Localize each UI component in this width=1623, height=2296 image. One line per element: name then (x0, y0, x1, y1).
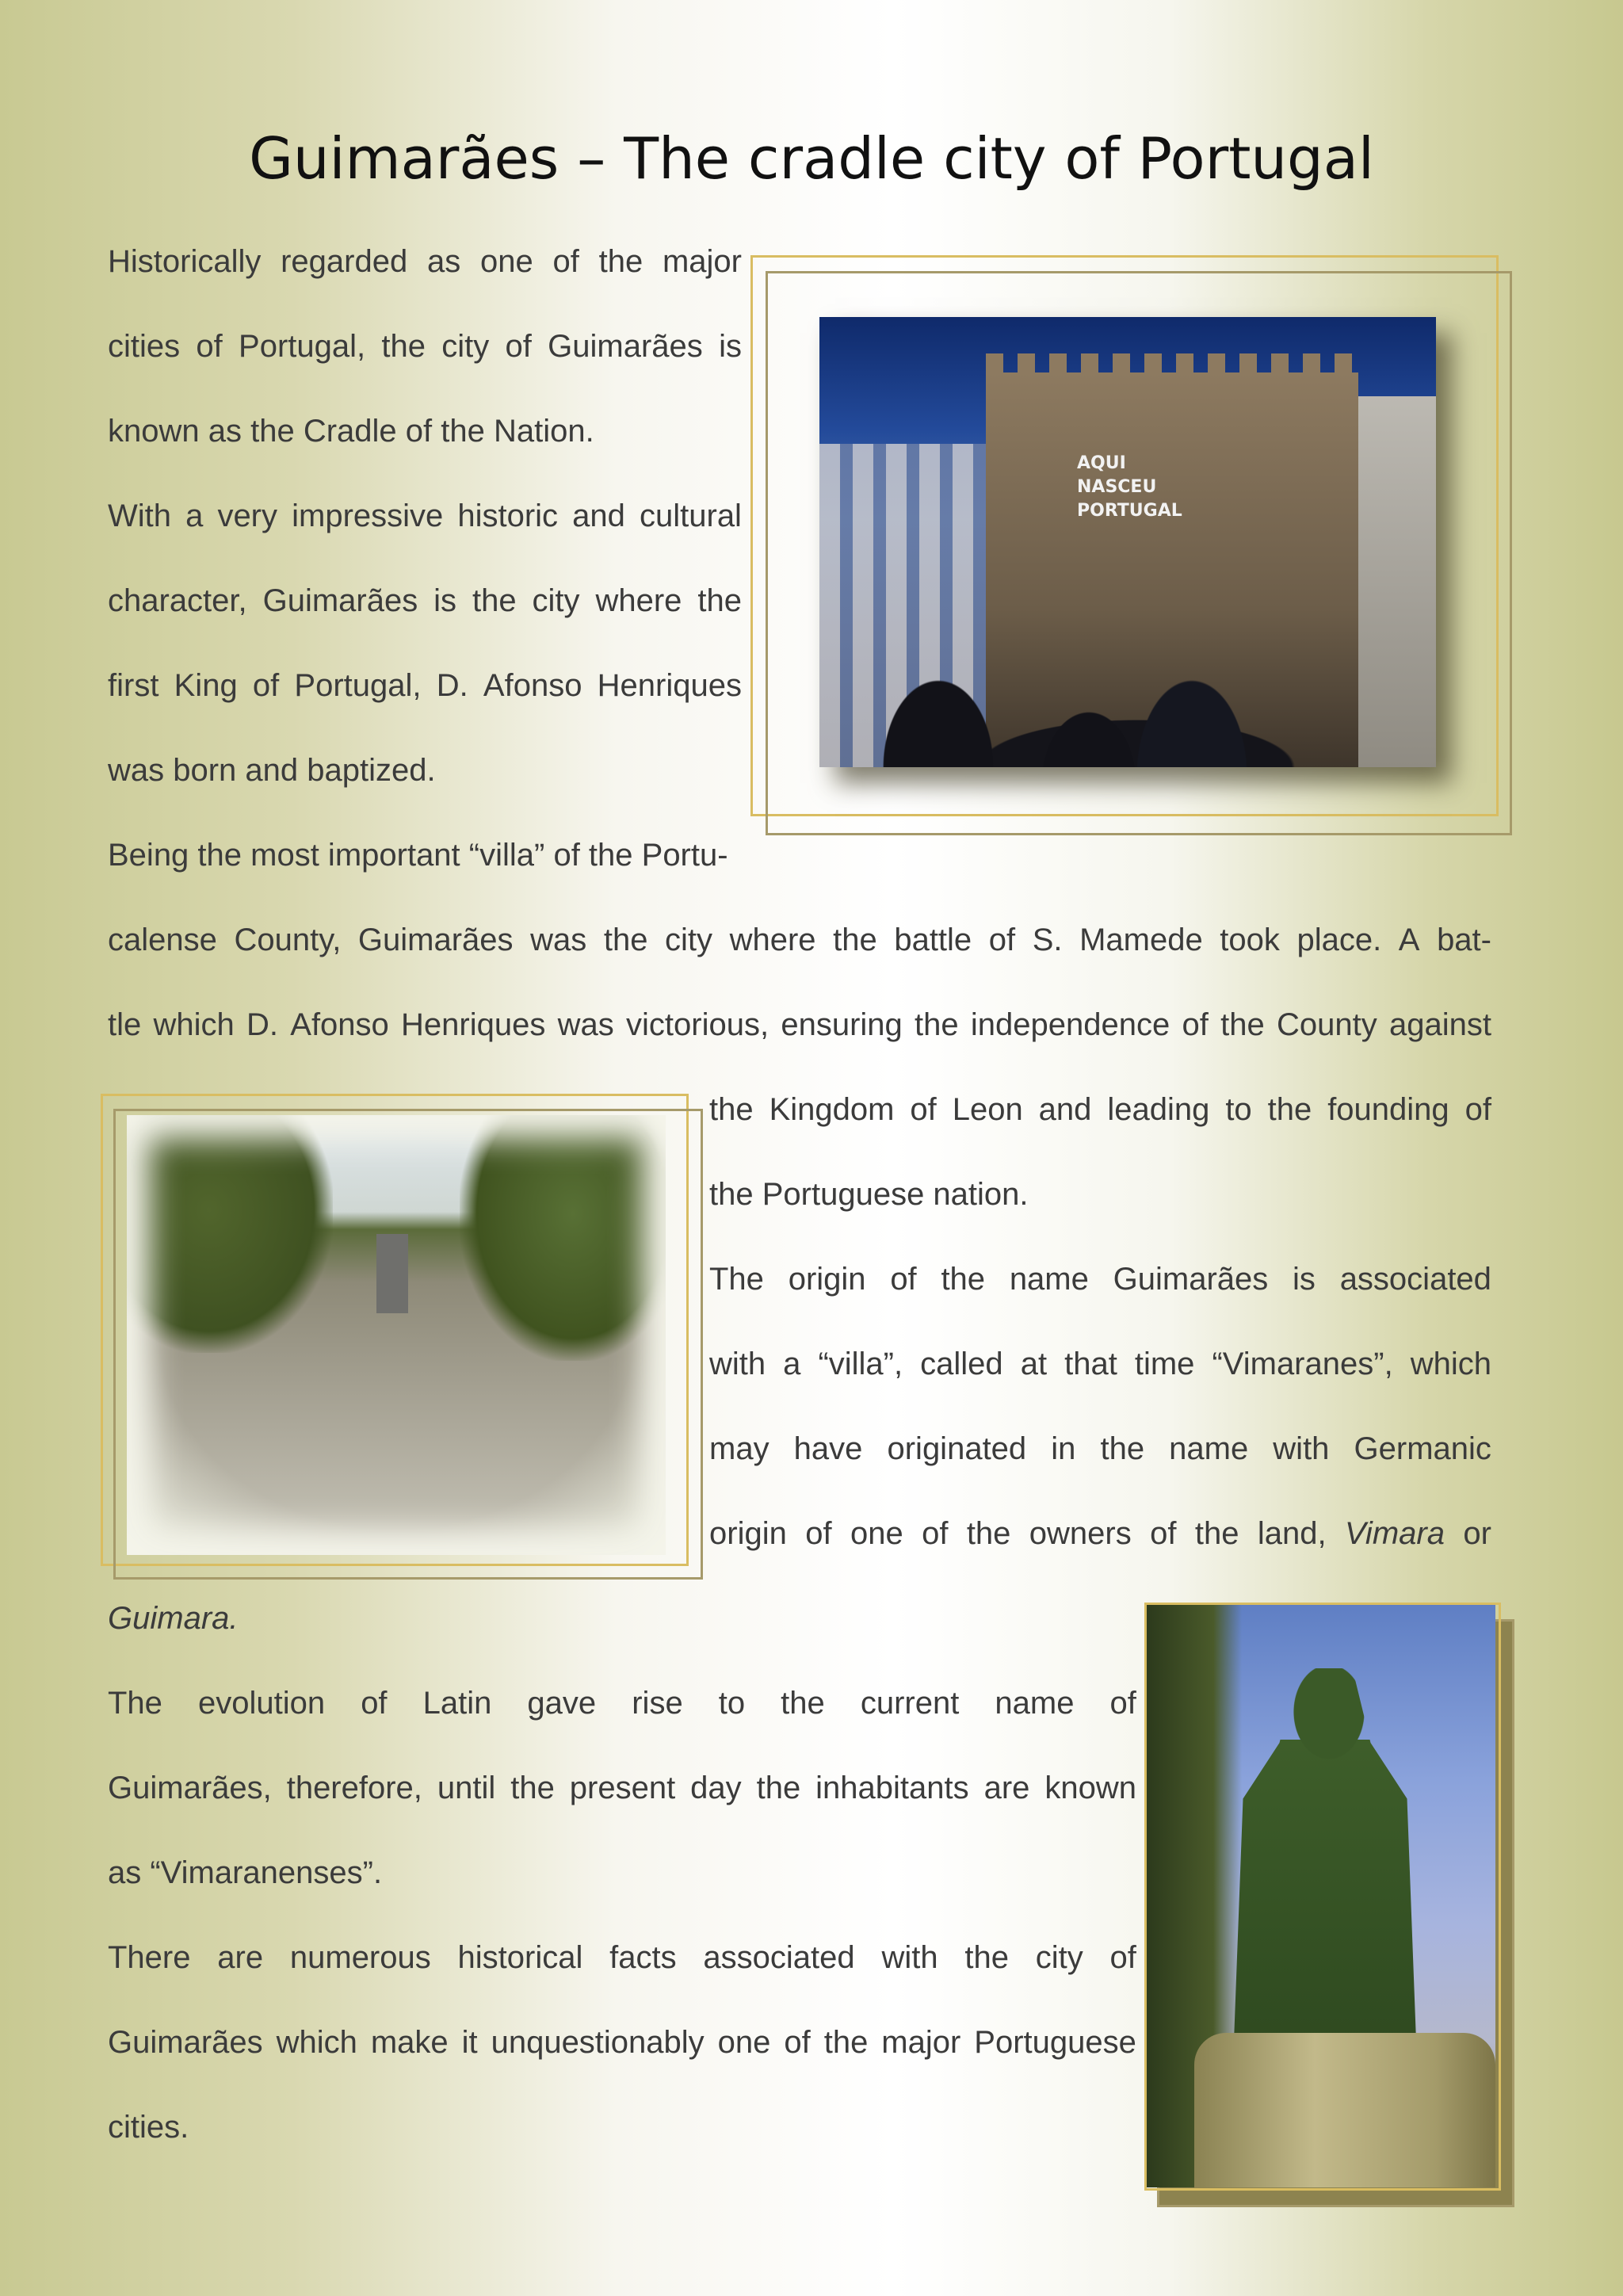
word: numerous (289, 1940, 431, 1975)
word: the (781, 1686, 825, 1721)
word: name (1009, 1262, 1089, 1297)
word: that (1064, 1347, 1117, 1381)
text-line (108, 2027, 1136, 2058)
word: Guimarães (1113, 1262, 1269, 1297)
word: historic (457, 499, 559, 533)
word: city (441, 329, 490, 364)
word: of (505, 329, 532, 364)
text-line (108, 670, 742, 701)
text-line (709, 1433, 1491, 1465)
text-line (108, 755, 436, 786)
word: of (805, 1516, 832, 1551)
word: with (1273, 1431, 1330, 1466)
word: name (1169, 1431, 1249, 1466)
word: ensuring (781, 1007, 903, 1042)
word: land, (1257, 1516, 1327, 1551)
word: the (833, 923, 877, 957)
text-line (108, 1857, 382, 1889)
text-line (108, 924, 1491, 956)
text-line (108, 246, 742, 277)
word: one (479, 244, 533, 279)
word: leading (1107, 1092, 1210, 1127)
word: known (1044, 1771, 1136, 1805)
word: the (1100, 1431, 1145, 1466)
word: as “Vimaranenses”. (108, 1855, 383, 1890)
word: have (793, 1431, 863, 1466)
word: of (1150, 1516, 1177, 1551)
word: where (729, 923, 816, 957)
word: the (941, 1262, 986, 1297)
word: the (1220, 1007, 1265, 1042)
text-line (108, 2111, 189, 2143)
word: of (361, 1686, 388, 1721)
word: S. (1032, 923, 1063, 957)
text-line (108, 585, 742, 617)
word: owners (1029, 1516, 1132, 1551)
word: Portuguese (974, 2025, 1136, 2060)
word: name (995, 1686, 1075, 1721)
word: Guimarães, (108, 1771, 272, 1805)
text-line (709, 1094, 1491, 1125)
word: Guimarães (548, 329, 703, 364)
word: the (598, 244, 643, 279)
word: one (850, 1516, 903, 1551)
castle-wall-photo (819, 317, 1436, 767)
word: battle (894, 923, 972, 957)
word: Vimara (1344, 1516, 1445, 1551)
word: unquestionably (491, 2025, 705, 2060)
word: present (569, 1771, 676, 1805)
word: Afonso (483, 668, 582, 703)
word: where (595, 583, 682, 618)
word: which (276, 2025, 357, 2060)
word: very (217, 499, 278, 533)
word: of (252, 668, 280, 703)
text-line (709, 1263, 1491, 1295)
word: the (381, 329, 426, 364)
word: of (196, 329, 223, 364)
word: the (510, 1771, 555, 1805)
word: are (217, 1940, 264, 1975)
word: of (890, 1262, 917, 1297)
word: against (1388, 1007, 1491, 1042)
word: was born and baptized. (108, 753, 436, 788)
word: is (433, 583, 457, 618)
word: Portugal, (294, 668, 422, 703)
word: of (552, 244, 579, 279)
word: the (1194, 1516, 1239, 1551)
word: the Portuguese nation. (709, 1177, 1029, 1212)
word: city (532, 583, 580, 618)
word: may (709, 1431, 769, 1466)
word: cultural (640, 499, 742, 533)
word: of (922, 1516, 949, 1551)
word: origin (788, 1262, 866, 1297)
word: Portugal, (239, 329, 366, 364)
word: “villa”, (818, 1347, 903, 1381)
word: Guimarães (108, 2025, 263, 2060)
word: major (662, 244, 742, 279)
text-line (709, 1518, 1491, 1549)
word: of (1109, 1940, 1136, 1975)
word: to (1225, 1092, 1252, 1127)
word: the (964, 1940, 1009, 1975)
word: Afonso (290, 1007, 389, 1042)
word: current (860, 1686, 960, 1721)
word: independence (970, 1007, 1170, 1042)
word: day (690, 1771, 742, 1805)
word: Being the most important “villa” of the Portu- (108, 838, 728, 873)
word: first (108, 668, 159, 703)
word: character, (108, 583, 247, 618)
word: Guimarães (357, 923, 514, 957)
word: which (1410, 1347, 1491, 1381)
word: known as the Cradle of the Nation. (108, 414, 594, 449)
word: bat- (1437, 923, 1491, 957)
word: inhabitants (815, 1771, 969, 1805)
word: Guimarães (262, 583, 418, 618)
word: regarded (281, 244, 408, 279)
word: the (756, 1771, 801, 1805)
word: the (472, 583, 517, 618)
word: of (1109, 1686, 1136, 1721)
word: of (1182, 1007, 1209, 1042)
word: the (1267, 1092, 1312, 1127)
word: or (1463, 1516, 1491, 1551)
statue-photo (1147, 1605, 1495, 2187)
word: a (185, 499, 204, 533)
word: County (1276, 1007, 1377, 1042)
word: city (665, 923, 713, 957)
word: make (370, 2025, 449, 2060)
word: place. (1296, 923, 1382, 957)
word: originated (887, 1431, 1027, 1466)
word: victorious, (626, 1007, 769, 1042)
word: as (426, 244, 461, 279)
word: city (1035, 1940, 1083, 1975)
word: King (174, 668, 238, 703)
word: of (910, 1092, 937, 1127)
word: until (437, 1771, 496, 1805)
word: tle (108, 1007, 142, 1042)
word: The (709, 1262, 764, 1297)
text-line (108, 839, 728, 871)
word: calense (108, 923, 217, 957)
text-line (108, 1687, 1136, 1719)
word: Henriques (597, 668, 742, 703)
word: Mamede (1079, 923, 1203, 957)
word: to (718, 1686, 746, 1721)
word: Historically (108, 244, 262, 279)
word: “Vimaranes”, (1212, 1347, 1393, 1381)
text-line (108, 330, 742, 362)
word: at (1020, 1347, 1048, 1381)
word: with (881, 1940, 938, 1975)
word: origin (709, 1516, 787, 1551)
word: major (881, 2025, 961, 2060)
word: one (717, 2025, 771, 2060)
word: of (784, 2025, 811, 2060)
text-line (108, 415, 594, 447)
word: the (966, 1516, 1011, 1551)
word: took (1220, 923, 1280, 957)
word: facts (609, 1940, 677, 1975)
word: are (983, 1771, 1030, 1805)
word: There (108, 1940, 191, 1975)
word: which (153, 1007, 235, 1042)
word: it (461, 2025, 478, 2060)
word: associated (703, 1940, 855, 1975)
word: and (572, 499, 625, 533)
word: cities. (108, 2110, 189, 2145)
text-line (709, 1179, 1029, 1210)
word: rise (632, 1686, 683, 1721)
town-square-photo (127, 1115, 666, 1555)
page-title: Guimarães – The cradle city of Portugal (249, 125, 1374, 192)
word: called (920, 1347, 1003, 1381)
word: associated (1339, 1262, 1491, 1297)
word: is (719, 329, 742, 364)
word: time (1134, 1347, 1195, 1381)
word: Henriques (401, 1007, 546, 1042)
word: was (530, 923, 587, 957)
word: is (1293, 1262, 1316, 1297)
word: the (603, 923, 648, 957)
word: founding (1327, 1092, 1449, 1127)
word: cities (108, 329, 181, 364)
word: and (1038, 1092, 1092, 1127)
word: A (1398, 923, 1420, 957)
word: Kingdom (769, 1092, 895, 1127)
word: the (823, 2025, 869, 2060)
text-line (108, 500, 742, 532)
word: was (557, 1007, 614, 1042)
word: Latin (422, 1686, 492, 1721)
text-line (108, 1772, 1136, 1804)
word: Guimara. (108, 1601, 239, 1636)
word: With (108, 499, 171, 533)
text-line (108, 1603, 239, 1634)
text-line (108, 1009, 1491, 1041)
castle-sign-text: AQUI NASCEU PORTUGAL (1077, 453, 1182, 521)
word: with (709, 1347, 766, 1381)
word: impressive (292, 499, 444, 533)
word: Germanic (1354, 1431, 1491, 1466)
word: evolution (198, 1686, 326, 1721)
text-line (108, 1942, 1136, 1973)
word: The (108, 1686, 162, 1721)
word: historical (457, 1940, 583, 1975)
word: the (915, 1007, 959, 1042)
text-line (709, 1348, 1491, 1380)
word: of (988, 923, 1016, 957)
word: in (1051, 1431, 1076, 1466)
word: of (1465, 1092, 1491, 1127)
word: D. (246, 1007, 279, 1042)
word: the (697, 583, 742, 618)
word: gave (527, 1686, 597, 1721)
word: D. (436, 668, 468, 703)
word: County, (234, 923, 342, 957)
word: Leon (952, 1092, 1023, 1127)
word: therefore, (286, 1771, 422, 1805)
word: the (709, 1092, 754, 1127)
word: a (783, 1347, 801, 1381)
